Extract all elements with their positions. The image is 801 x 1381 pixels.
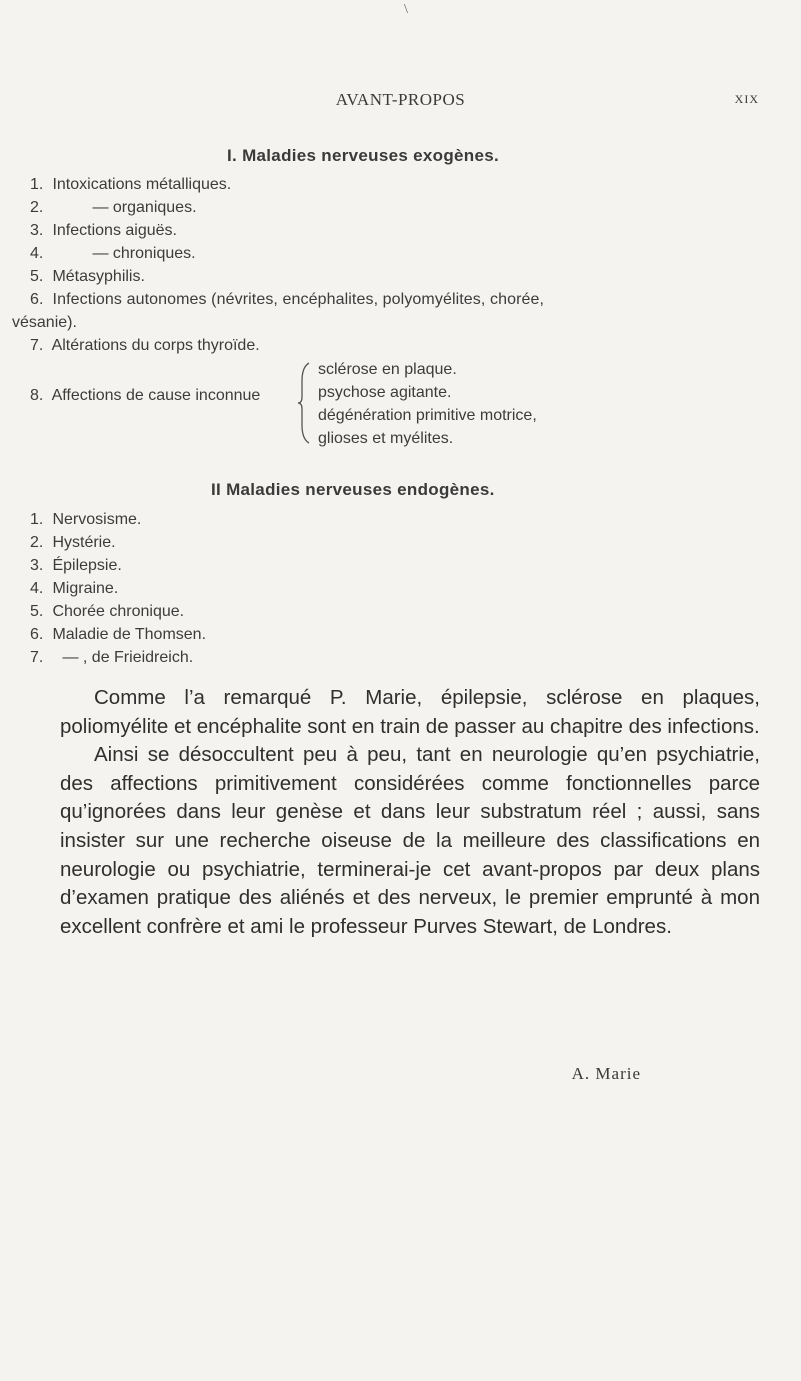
item-number: 3. — [30, 557, 44, 574]
section-2-item — [30, 580, 118, 598]
item-number: 4. — [30, 245, 44, 262]
section-2-item — [30, 603, 184, 621]
item-number: 6. — [30, 291, 44, 308]
brace-subitem: glioses et myélites. — [318, 430, 454, 447]
item-text: Infections aiguës. — [52, 222, 177, 239]
section-2-item — [30, 649, 193, 667]
item-number: 1. — [30, 176, 44, 193]
item-number: 5. — [30, 603, 44, 620]
section-2-item — [30, 626, 206, 644]
section-1-item-8 — [30, 387, 260, 405]
item-text: vésanie). — [12, 314, 77, 331]
brace-subitem: sclérose en plaque. — [318, 361, 457, 378]
item-text: Chorée chronique. — [52, 603, 185, 620]
item-text: Nervosisme. — [52, 511, 142, 528]
brace-subitem: dégénération primitive motrice, — [318, 407, 537, 424]
section-1-item — [30, 222, 177, 240]
item-number: 7. — [30, 337, 44, 354]
paragraph: Comme l’a remarqué P. Marie, épilepsie, sclérose en plaques, poliomyélite et encéphalite sont en train de passer au chapitre des infections. — [60, 686, 760, 738]
section-2-title: II Maladies nerveuses endogènes. — [211, 480, 495, 499]
section-1-item — [30, 268, 145, 286]
item-number: 5. — [30, 268, 44, 285]
item-text: Altérations du corps thyroïde. — [51, 337, 260, 354]
paragraph: Ainsi se désoccultent peu à peu, tant en neurologie qu’en psychiatrie, des affections primitivement considérées comme fonctionnelles parce qu’ignorées dans leur genèse et dans leur substratum réel ; aussi, sans insister sur une recherche oiseuse de la meilleure des classifications en neurologie ou psychiatrie, terminerai-je cet avant-propos par deux plans d’examen pratique des aliénés et des nerveux, le premier emprunté à mon excellent confrère et ami le professeur Purves Stewart, de Londres. — [60, 743, 760, 938]
page-number: XIX — [734, 92, 759, 106]
item-text: — , de Frieidreich. — [62, 649, 194, 666]
section-1-item-continuation — [12, 314, 77, 332]
item-text: — organiques. — [92, 199, 197, 216]
item-number: 6. — [30, 626, 44, 643]
item-text: Maladie de Thomsen. — [52, 626, 207, 643]
curly-brace — [296, 361, 312, 445]
corner-mark: \ — [404, 2, 408, 17]
section-2-item — [30, 557, 122, 575]
item-number: 7. — [30, 649, 44, 666]
signature: A. Marie — [571, 1064, 641, 1083]
section-1-item — [30, 176, 231, 194]
item-number: 1. — [30, 511, 44, 528]
item-number: 2. — [30, 534, 44, 551]
section-1-title: I. Maladies nerveuses exogènes. — [227, 146, 499, 165]
section-1-item — [30, 199, 197, 217]
section-2-item — [30, 511, 141, 529]
item-label: Affections de cause inconnue — [51, 387, 261, 404]
item-text: — chroniques. — [92, 245, 196, 262]
item-text: Métasyphilis. — [52, 268, 145, 285]
running-header-title: AVANT-PROPOS — [335, 90, 466, 109]
body-text — [60, 684, 760, 941]
item-text: Migraine. — [52, 580, 119, 597]
brace-subitem: psychose agitante. — [318, 384, 452, 401]
item-text: Intoxications métalliques. — [52, 176, 232, 193]
item-number: 8. — [30, 387, 44, 404]
item-text: Hystérie. — [52, 534, 116, 551]
section-1-item — [30, 291, 544, 309]
item-number: 4. — [30, 580, 44, 597]
section-1-item — [30, 245, 196, 263]
section-2-item — [30, 534, 116, 552]
section-1-item — [30, 337, 260, 355]
item-text: Infections autonomes (névrites, encéphalites, polyomyélites, chorée, — [52, 291, 545, 308]
item-text: Épilepsie. — [52, 557, 122, 574]
item-number: 3. — [30, 222, 44, 239]
item-number: 2. — [30, 199, 44, 216]
